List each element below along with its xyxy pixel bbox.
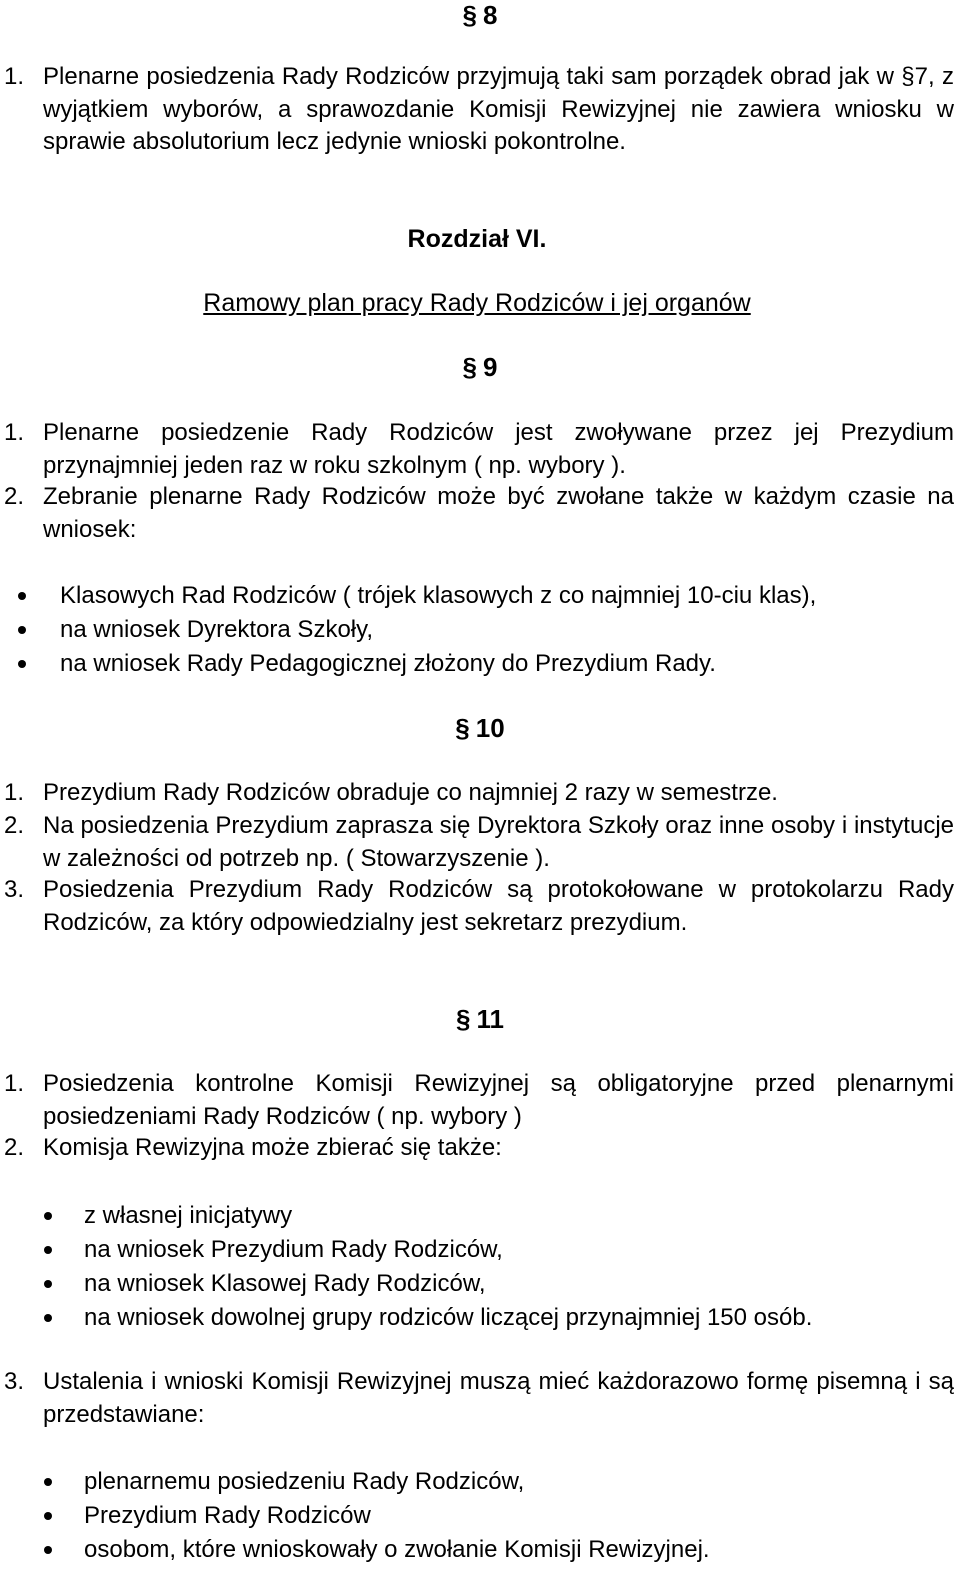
item-text: Plenarne posiedzenie Rady Rodziców jest zwoływane przez jej Prezydium przynajmniej jeden raz w roku szkolnym ( np. wybory ).: [43, 419, 954, 479]
list-item: [44, 1233, 960, 1267]
bullet-text: Prezydium Rady Rodziców: [84, 1502, 371, 1529]
bullet-icon: [18, 626, 26, 634]
s8-item-1: [0, 61, 954, 159]
chapter-title: Rozdział VI.: [407, 225, 547, 253]
list-item: [44, 1267, 960, 1301]
bullet-text: na wniosek dowolnej grupy rodziców liczącej przynajmniej 150 osób.: [84, 1304, 813, 1331]
list-item: [44, 1301, 960, 1335]
item-number: 2.: [4, 483, 25, 510]
section-symbol: §: [462, 0, 477, 30]
item-text: Prezydium Rady Rodziców obraduje co najmniej 2 razy w semestrze.: [43, 779, 778, 806]
bullet-text: plenarnemu posiedzeniu Rady Rodziców,: [84, 1468, 525, 1495]
section-symbol: §: [456, 1004, 471, 1034]
list-item: [44, 1499, 960, 1533]
item-number: 2.: [4, 1134, 25, 1161]
item-number: 3.: [4, 876, 25, 903]
list-item: [18, 579, 938, 613]
s10-item-3: [0, 874, 954, 939]
bullet-icon: [44, 1246, 52, 1254]
bullet-icon: [44, 1212, 52, 1220]
bullet-icon: [44, 1280, 52, 1288]
section-symbol: §: [455, 713, 470, 743]
item-text: Na posiedzenia Prezydium zaprasza się Dyrektora Szkoły oraz inne osoby i instytucje w zależności od potrzeb np. ( Stowarzyszenie ).: [43, 812, 954, 872]
section-number: 11: [476, 1004, 504, 1034]
s10-item-2: [0, 810, 954, 875]
bullet-text: Klasowych Rad Rodziców ( trójek klasowych z co najmniej 10-ciu klas),: [60, 582, 817, 609]
item-text: Plenarne posiedzenia Rady Rodziców przyjmują taki sam porządek obrad jak w §7, z wyjątkiem wyborów, a sprawozdanie Komisji Rewizyjnej nie zawiera wniosku w sprawie absolutorium lecz jedynie wnioski pokontrolne.: [43, 63, 954, 155]
bullet-icon: [44, 1478, 52, 1486]
list-item: [44, 1199, 960, 1233]
item-number: 1.: [4, 419, 25, 446]
section-heading-11: [0, 1004, 960, 1034]
item-number: 3.: [4, 1368, 25, 1395]
list-item: [44, 1465, 960, 1499]
bullet-icon: [18, 592, 26, 600]
list-item: [18, 647, 938, 681]
item-text: Komisja Rewizyjna może zbierać się także:: [43, 1134, 502, 1161]
s11-item-3: [0, 1366, 954, 1431]
bullet-icon: [44, 1314, 52, 1322]
item-text: Posiedzenia kontrolne Komisji Rewizyjnej są obligatoryjne przed plenarnymi posiedzeniami Rady Rodziców ( np. wybory ): [43, 1070, 954, 1130]
item-number: 1.: [4, 63, 25, 90]
section-number: 10: [475, 713, 505, 743]
section-heading-10: [0, 713, 960, 743]
bullet-text: na wniosek Klasowej Rady Rodziców,: [84, 1270, 486, 1297]
list-item: [44, 1533, 960, 1567]
bullet-icon: [18, 660, 26, 668]
s11-item-1: [0, 1068, 954, 1133]
bullet-icon: [44, 1512, 52, 1520]
bullet-icon: [44, 1546, 52, 1554]
item-text: Posiedzenia Prezydium Rady Rodziców są protokołowane w protokolarzu Rady Rodziców, za który odpowiedzialny jest sekretarz prezydium.: [43, 876, 954, 936]
s10-item-1: [0, 777, 954, 810]
list-item: [18, 613, 938, 647]
bullet-text: z własnej inicjatywy: [84, 1202, 293, 1229]
bullet-text: na wniosek Rady Pedagogicznej złożony do Prezydium Rady.: [60, 650, 716, 677]
bullet-text: na wniosek Dyrektora Szkoły,: [60, 616, 374, 643]
section-number: 8: [483, 0, 498, 30]
s9-item-1: [0, 417, 954, 482]
bullet-text: na wniosek Prezydium Rady Rodziców,: [84, 1236, 503, 1263]
item-number: 1.: [4, 779, 25, 806]
section-heading-8: [0, 0, 960, 30]
item-number: 2.: [4, 812, 25, 839]
s11-item-2: [0, 1132, 954, 1165]
section-number: 9: [483, 352, 498, 382]
chapter-subtitle: Ramowy plan pracy Rady Rodziców i jej organów: [203, 289, 751, 317]
s9-item-2: [0, 481, 954, 546]
section-heading-9: [0, 352, 960, 382]
bullet-text: osobom, które wnioskowały o zwołanie Komisji Rewizyjnej.: [84, 1536, 710, 1563]
item-number: 1.: [4, 1070, 25, 1097]
section-symbol: §: [462, 352, 477, 382]
item-text: Zebranie plenarne Rady Rodziców może być zwołane także w każdym czasie na wniosek:: [43, 483, 954, 543]
item-text: Ustalenia i wnioski Komisji Rewizyjnej muszą mieć każdorazowo formę pisemną i są przedstawiane:: [43, 1368, 954, 1428]
